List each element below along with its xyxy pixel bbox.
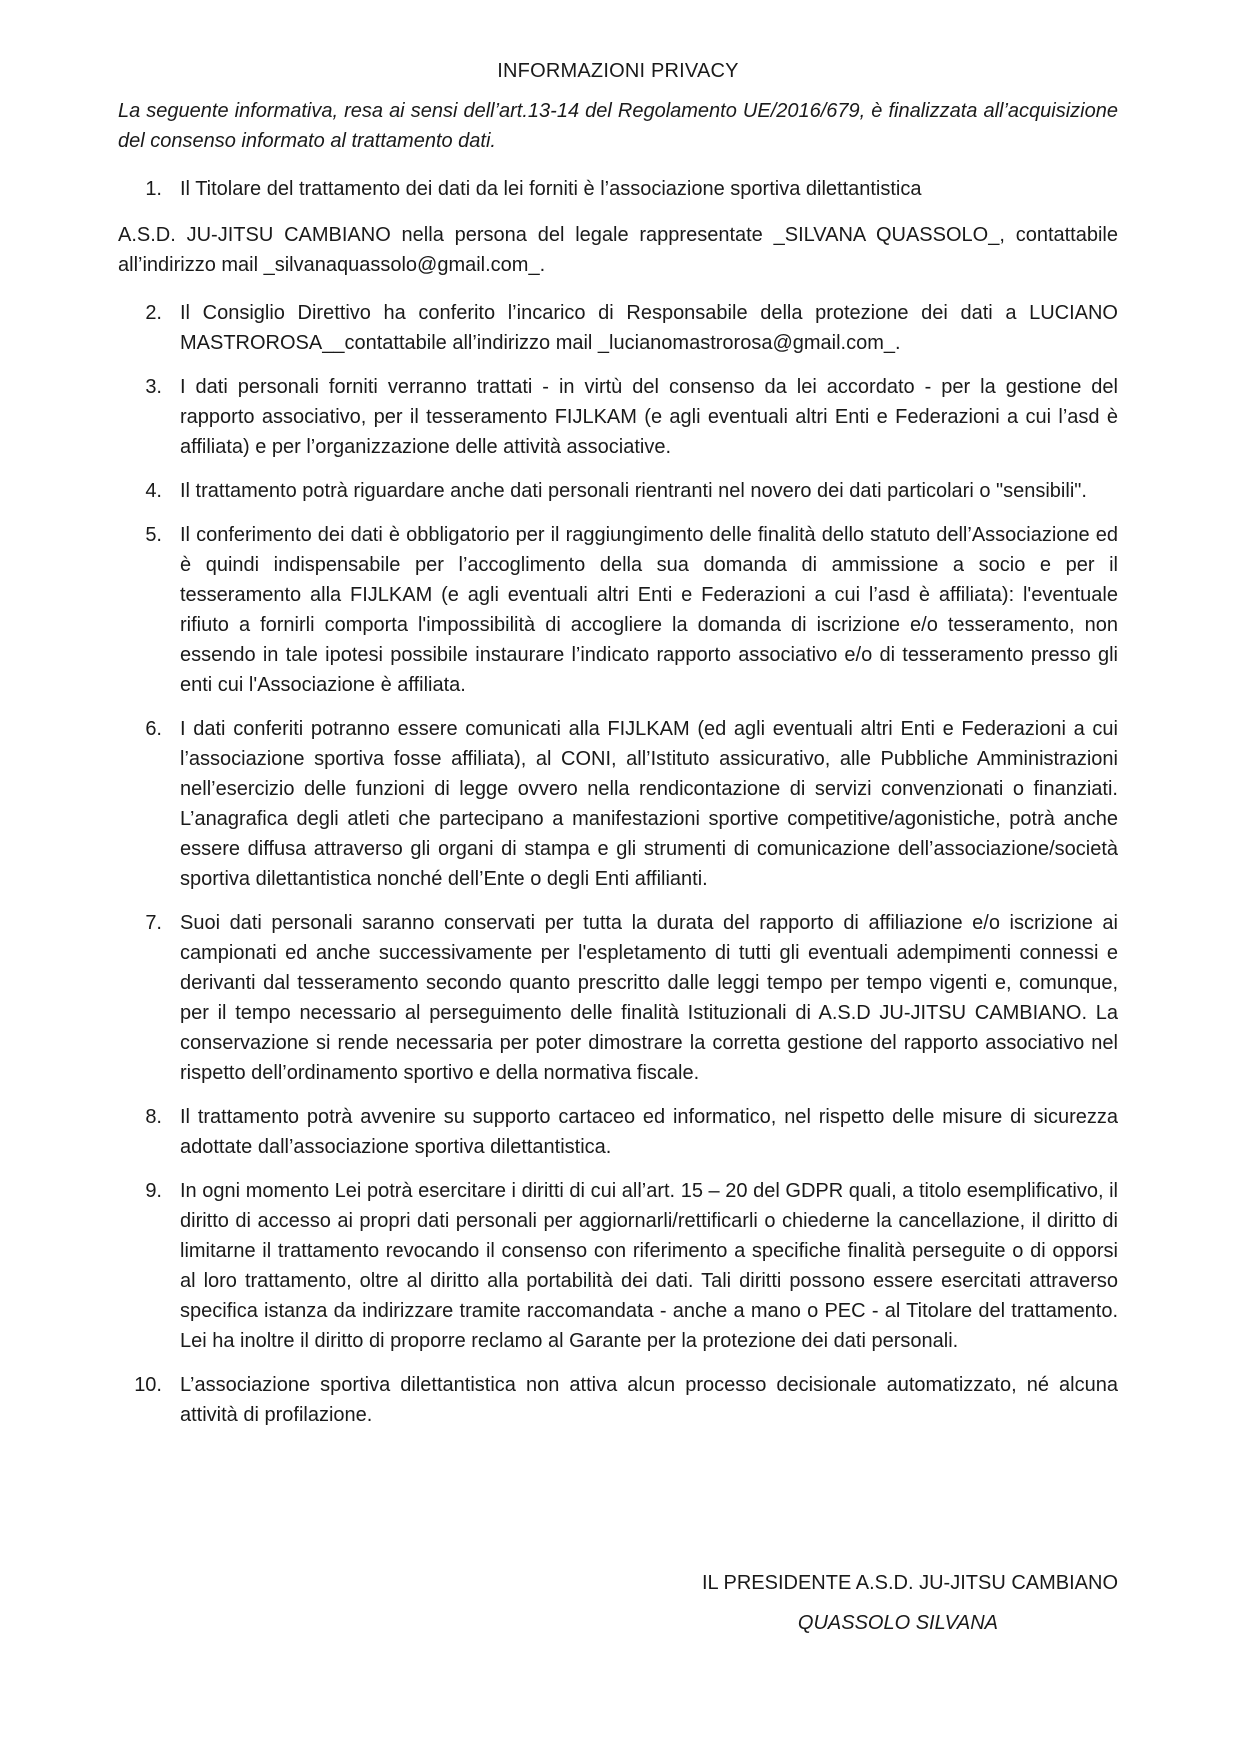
list-item-text: Il trattamento potrà riguardare anche dati personali rientranti nel novero dei dati particolari o "sensibili". — [180, 480, 1087, 502]
list-item-number: 1. — [145, 178, 162, 200]
list-item — [118, 1176, 1118, 1356]
list-item-text: L’associazione sportiva dilettantistica non attiva alcun processo decisionale automatizzato, né alcuna attività di profilazione. — [180, 1374, 1118, 1426]
list-item — [118, 476, 1118, 506]
signature-block — [118, 1570, 1118, 1636]
list-item — [118, 520, 1118, 700]
list-item-number: 4. — [145, 480, 162, 502]
list-item — [118, 908, 1118, 1088]
list-item — [118, 174, 1118, 204]
list-item-number: 9. — [145, 1180, 162, 1202]
list-item — [118, 372, 1118, 462]
intro-paragraph: La seguente informativa, resa ai sensi dell’art.13-14 del Regolamento UE/2016/679, è finalizzata all’acquisizione del consenso informato al trattamento dati. — [118, 100, 1118, 152]
list-item-number: 3. — [145, 376, 162, 398]
list-item-text: I dati conferiti potranno essere comunicati alla FIJLKAM (ed agli eventuali altri Enti e Federazioni a cui l’associazione sportiva fosse affiliata), al CONI, all’Istituto assicurativo, alle Pubbliche Amministrazioni nell’esercizio delle funzioni di legge ovvero nella rendicontazione di servizi convenzionati o finanziati. L’anagrafica degli atleti che partecipano a manifestazioni sportive competitive/agonistiche, potrà anche essere diffusa attraverso gli organi di stampa e gli strumenti di comunicazione dell’associazione/società sportiva dilettantistica nonché dell’Ente o degli Enti affilianti. — [180, 718, 1118, 890]
list-item-text: Il Titolare del trattamento dei dati da lei forniti è l’associazione sportiva dilettantistica — [180, 178, 922, 200]
list-item-number: 2. — [145, 302, 162, 324]
list-item-text: Il Consiglio Direttivo ha conferito l’incarico di Responsabile della protezione dei dati a LUCIANO MASTROROSA__contattabile all’indirizzo mail _lucianomastrorosa@gmail.com_. — [180, 302, 1118, 354]
list-item-number: 5. — [145, 524, 162, 546]
list-item — [118, 1370, 1118, 1430]
list-item — [118, 298, 1118, 358]
list-item — [118, 714, 1118, 894]
titolare-paragraph: A.S.D. JU-JITSU CAMBIANO nella persona del legale rappresentate _SILVANA QUASSOLO_, contattabile all’indirizzo mail _silvanaquassolo@gmail.com_. — [118, 224, 1118, 276]
signature-name: QUASSOLO SILVANA — [797, 1612, 998, 1634]
list-item-text: Il trattamento potrà avvenire su supporto cartaceo ed informatico, nel rispetto delle misure di sicurezza adottate dall’associazione sportiva dilettantistica. — [180, 1106, 1118, 1158]
list-item — [118, 1102, 1118, 1162]
list-item-number: 7. — [145, 912, 162, 934]
list-item-text: In ogni momento Lei potrà esercitare i diritti di cui all’art. 15 – 20 del GDPR quali, a titolo esemplificativo, il diritto di accesso ai propri dati personali per aggiornarli/rettificarli o chiederne la cancellazione, il diritto di limitarne il trattamento revocando il consenso con riferimento a specifiche finalità perseguite o di opporsi al loro trattamento, oltre al diritto alla portabilità dei dati. Tali diritti possono essere esercitati attraverso specifica istanza da indirizzare tramite raccomandata - anche a mano o PEC - al Titolare del trattamento. Lei ha inoltre il diritto di proporre reclamo al Garante per la protezione dei dati personali. — [180, 1180, 1118, 1352]
list-item-number: 10. — [134, 1374, 162, 1396]
list-item-text: Il conferimento dei dati è obbligatorio per il raggiungimento delle finalità dello statuto dell’Associazione ed è quindi indispensabile per l’accoglimento della sua domanda di ammissione a socio e per il tesseramento alla FIJLKAM (e agli eventuali altri Enti e Federazioni a cui l’asd è affiliata): l'eventuale rifiuto a fornirli comporta l'impossibilità di accogliere la domanda di iscrizione e/o tesseramento, non essendo in tale ipotesi possibile instaurare l’indicato rapporto associativo e/o di tesseramento presso gli enti cui l'Associazione è affiliata. — [180, 524, 1118, 696]
signature-role: IL PRESIDENTE A.S.D. JU-JITSU CAMBIANO — [702, 1572, 1118, 1594]
list-item-number: 6. — [145, 718, 162, 740]
list-item-number: 8. — [145, 1106, 162, 1128]
document-title: INFORMAZIONI PRIVACY — [497, 60, 739, 82]
document-page — [118, 58, 1118, 1634]
list-item-text: I dati personali forniti verranno trattati - in virtù del consenso da lei accordato - per la gestione del rapporto associativo, per il tesseramento FIJLKAM (e agli eventuali altri Enti e Federazioni a cui l’asd è affiliata) e per l’organizzazione delle attività associative. — [180, 376, 1118, 458]
list-item-text: Suoi dati personali saranno conservati per tutta la durata del rapporto di affiliazione e/o iscrizione ai campionati ed anche successivamente per l'espletamento di tutti gli eventuali adempimenti connessi e derivanti dal tesseramento secondo quanto prescritto dalle leggi tempo per tempo vigenti e, comunque, per il tempo necessario al perseguimento delle finalità Istituzionali di A.S.D JU-JITSU CAMBIANO. La conservazione si rende necessaria per poter dimostrare la corretta gestione del rapporto associativo nel rispetto dell’ordinamento sportivo e della normativa fiscale. — [180, 912, 1118, 1084]
